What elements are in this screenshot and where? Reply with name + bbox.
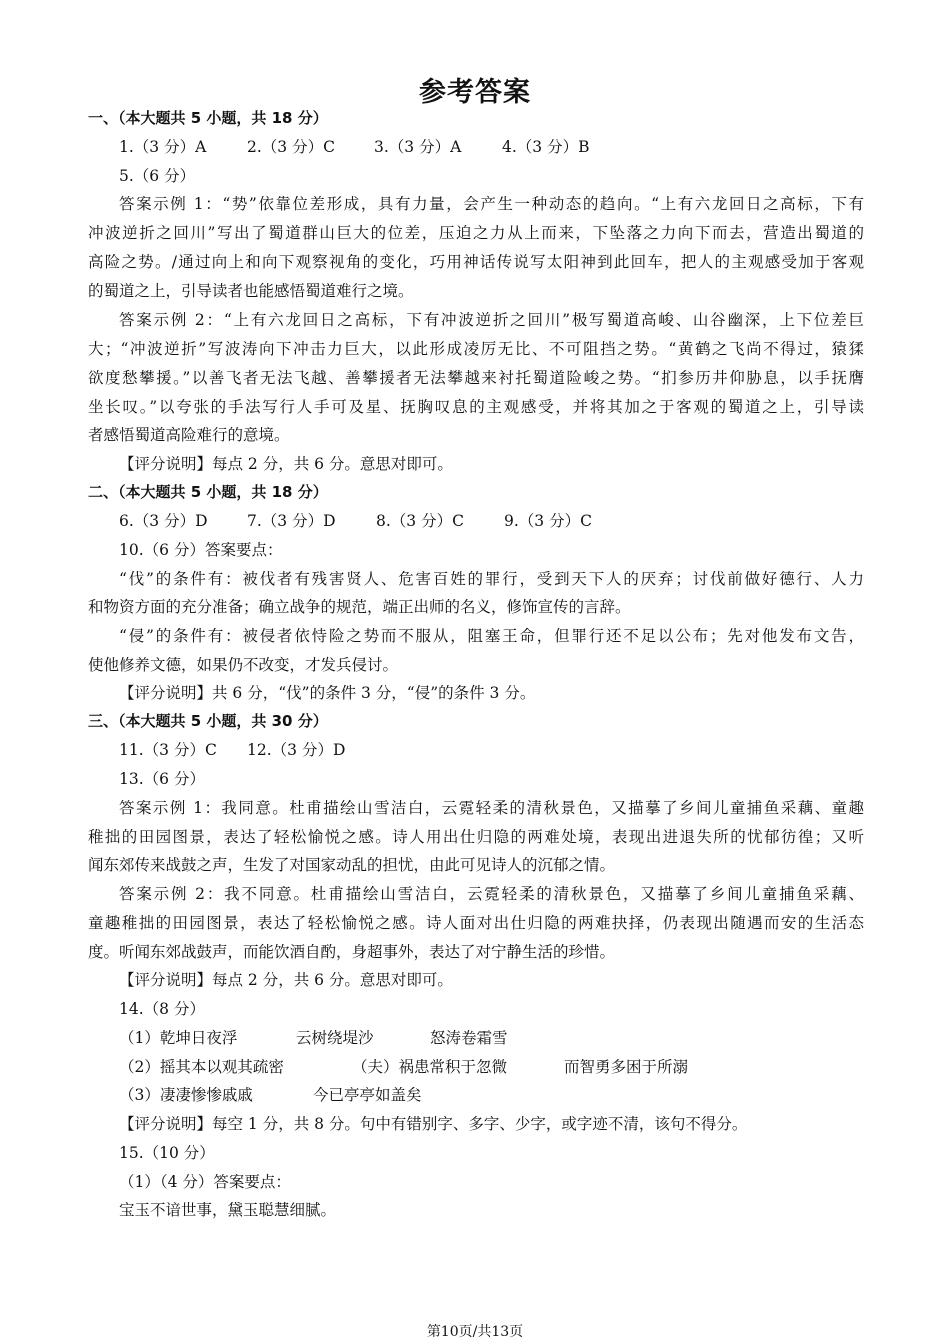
answer-6: 6.（3 分）D (119, 512, 208, 530)
section-heading-2: 二、（本大题共 5 小题，共 18 分） (88, 483, 328, 501)
q10-qin-line: 使他修养文德，如果仍不改变，才发兵侵讨。 (88, 656, 399, 674)
scoring-note: 【评分说明】每点 2 分，共 6 分。意思对即可。 (119, 971, 453, 989)
question-14-label: 14.（8 分） (119, 1000, 205, 1018)
question-15-part1-label: （1）（4 分）答案要点： (119, 1173, 291, 1191)
answer-1: 1.（3 分）A (119, 138, 207, 156)
q14-answer: 云树绕堤沙 (296, 1029, 374, 1047)
q13-example1-line: 闻东郊传来战鼓之声，生发了对国家动乱的担忧，由此可见诗人的沉郁之情。 (88, 856, 616, 874)
question-13-label: 13.（6 分） (119, 770, 205, 788)
q5-example1-line: 的蜀道之上，引导读者也能感悟蜀道难行之境。 (88, 282, 414, 300)
q5-example1-line: 答案示例 1：“势”依靠位差形成，具有力量，会产生一种动态的趋向。“上有六龙回日之高标，下有 (119, 195, 864, 213)
page-number: 第10页/共13页 (426, 1324, 524, 1340)
page-title: 参考答案 (419, 77, 531, 108)
q13-example1-line: 答案示例 1：我同意。杜甫描绘山雪洁白，云霓轻柔的清秋景色，又描摹了乡间儿童捕鱼采藕、童趣 (119, 799, 864, 817)
q14-answer: 而智勇多困于所溺 (564, 1058, 689, 1076)
answer-4: 4.（3 分）B (502, 138, 590, 156)
q13-example2-line: 答案示例 2：我不同意。杜甫描绘山雪洁白，云霓轻柔的清秋景色，又描摹了乡间儿童捕鱼采藕、 (119, 885, 864, 903)
answer-7: 7.（3 分）D (247, 512, 336, 530)
q5-example1-line: 高险之势。/通过向上和向下观察视角的变化，巧用神话传说写太阳神到此回车，把人的主观感受加于客观 (88, 253, 864, 271)
answer-2: 2.（3 分）C (247, 138, 335, 156)
q5-example2-line: 答案示例 2：“上有六龙回日之高标，下有冲波逆折之回川”极写蜀道高峻、山谷幽深，上下位差巨 (119, 311, 864, 329)
q5-example2-line: 大；“冲波逆折”写波涛向下冲击力巨大，以此形成凌厉无比、不可阻挡之势。“黄鹤之飞尚不得过，猿猱 (88, 340, 864, 358)
answer-8: 8.（3 分）C (376, 512, 464, 530)
q14-answer: （3）凄凄惨惨戚戚 (119, 1086, 253, 1104)
q10-qin-line: “侵”的条件有：被侵者依恃险之势而不服从，阻塞王命，但罪行还不足以公布；先对他发布文告， (119, 627, 864, 645)
question-5-label: 5.（6 分） (119, 167, 196, 185)
scoring-note: 【评分说明】共 6 分，“伐”的条件 3 分，“侵”的条件 3 分。 (119, 684, 536, 702)
q14-answer: （1）乾坤日夜浮 (119, 1029, 238, 1047)
q5-example2-line: 者感悟蜀道高险难行的意境。 (88, 426, 290, 444)
q14-answer: （2）摇其本以观其疏密 (119, 1058, 284, 1076)
section-heading-3: 三、（本大题共 5 小题，共 30 分） (88, 712, 328, 730)
answer-9: 9.（3 分）C (504, 512, 592, 530)
answer-11: 11.（3 分）C (119, 741, 217, 759)
scoring-note: 【评分说明】每空 1 分，共 8 分。句中有错别字、多字、少字，或字迹不清，该句不得分。 (119, 1115, 748, 1133)
q5-example2-line: 坐长叹。”以夸张的手法写行人手可及星、抚胸叹息的主观感受，并将其加之于客观的蜀道之上，引导读 (88, 398, 864, 416)
q13-example2-line: 童趣稚拙的田园图景，表达了轻松愉悦之感。诗人面对出仕归隐的两难抉择，仍表现出随遇而安的生活态 (88, 914, 864, 932)
q13-example2-line: 度。听闻东郊战鼓声，而能饮酒自酌，身超事外，表达了对宁静生活的珍惜。 (88, 943, 616, 961)
answer-3: 3.（3 分）A (374, 138, 462, 156)
q5-example2-line: 欲度愁攀援。”以善飞者无法飞越、善攀援者无法攀越来衬托蜀道险峻之势。“扪参历井仰胁息，以手抚膺 (88, 369, 864, 387)
q15-answer: 宝玉不谙世事，黛玉聪慧细腻。 (119, 1201, 337, 1219)
q10-fa-line: 和物资方面的充分准备；确立战争的规范，端正出师的名义，修饰宣传的言辞。 (88, 598, 631, 616)
q14-answer: 今已亭亭如盖矣 (313, 1086, 422, 1104)
q14-answer: 怒涛卷霜雪 (430, 1029, 508, 1047)
section-heading-1: 一、（本大题共 5 小题，共 18 分） (88, 109, 328, 127)
question-15-label: 15.（10 分） (119, 1144, 215, 1162)
q13-example1-line: 稚拙的田园图景，表达了轻松愉悦之感。诗人用出仕归隐的两难处境，表现出进退失所的忧郁彷徨；又听 (88, 828, 864, 846)
q5-example1-line: 冲波逆折之回川”写出了蜀道群山巨大的位差，压迫之力从上而来，下坠落之力向下而去，营造出蜀道的 (88, 224, 864, 242)
q10-fa-line: “伐”的条件有：被伐者有残害贤人、危害百姓的罪行，受到天下人的厌弃；讨伐前做好德行、人力 (119, 570, 864, 588)
question-10-label: 10.（6 分）答案要点： (119, 541, 283, 559)
scoring-note: 【评分说明】每点 2 分，共 6 分。意思对即可。 (119, 455, 453, 473)
answer-12: 12.（3 分）D (247, 741, 346, 759)
q14-answer: （夫）祸患常积于忽微 (352, 1058, 508, 1076)
